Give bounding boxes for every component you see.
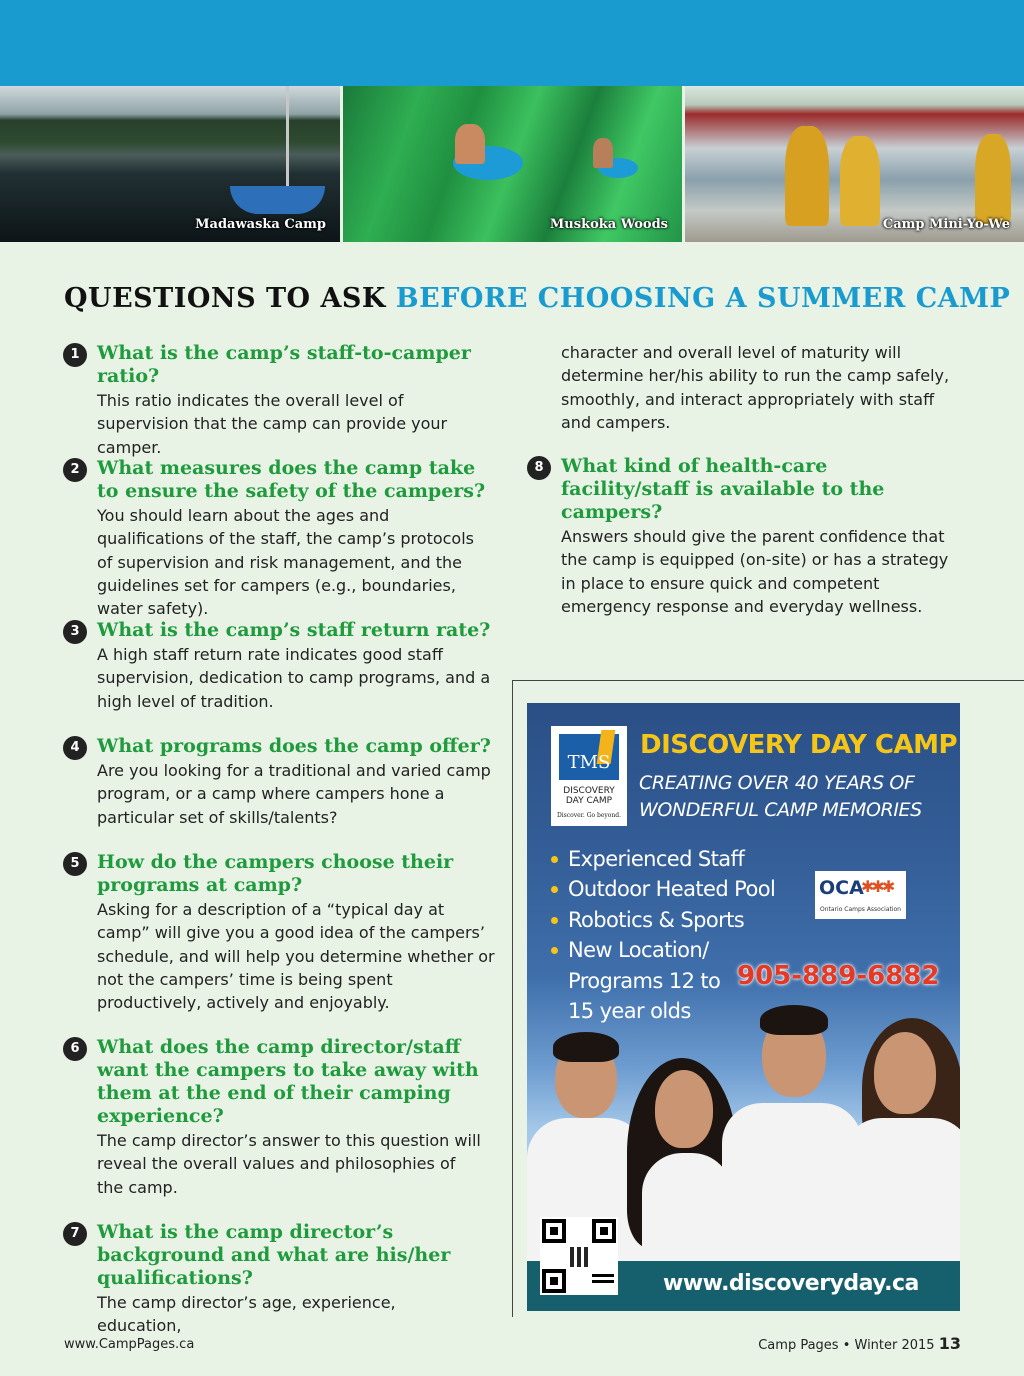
question-1 bbox=[70, 342, 497, 459]
question-7 bbox=[70, 1221, 482, 1338]
question-answer: Asking for a description of a “typical day at camp” will give you a good idea of the campers’ schedule, and will help you determine whether or not the campers’ time is being spent productively, actively and enjoyably. bbox=[97, 900, 495, 1013]
question-title: How do the campers choose their programs at camp? bbox=[97, 851, 454, 896]
question-number-badge: 3 bbox=[63, 620, 87, 644]
feature-item: New Location/ Programs 12 to 15 year olds bbox=[551, 935, 738, 1026]
logo-tagline: Discover. Go beyond. bbox=[556, 812, 622, 819]
question-title: What measures does the camp take to ensure the safety of the campers? bbox=[97, 457, 486, 502]
question-number-badge: 1 bbox=[63, 343, 87, 367]
question-title: What programs does the camp offer? bbox=[97, 735, 491, 757]
ad-title: DISCOVERY DAY CAMP bbox=[640, 730, 958, 760]
camper-figure bbox=[785, 126, 829, 226]
question-title: What kind of health-care facility/staff is available to the campers? bbox=[561, 455, 885, 523]
question-8 bbox=[534, 455, 956, 618]
page-title bbox=[64, 283, 1010, 314]
question-answer: This ratio indicates the overall level of supervision that the camp can provide your camper. bbox=[97, 391, 448, 457]
logo-tms-text: TMS bbox=[567, 752, 611, 773]
page-number: 13 bbox=[938, 1334, 961, 1353]
question-title: What does the camp director/staff want the campers to take away with them at the end of their camping experience? bbox=[97, 1036, 479, 1127]
question-number-badge: 2 bbox=[63, 458, 87, 482]
people-icon: ✱✱✱ bbox=[861, 877, 893, 896]
photo-caption: Camp Mini-Yo-We bbox=[882, 217, 1010, 232]
question-answer: You should learn about the ages and qualifications of the staff, the camp’s protocols of supervision and risk management, and the guidelines set for campers (e.g., boundaries, water safety). bbox=[97, 506, 474, 619]
ad-website-link[interactable]: www.discoveryday.ca bbox=[663, 1271, 919, 1296]
question-4 bbox=[70, 735, 497, 829]
ad-feature-list bbox=[551, 844, 775, 1026]
ad-phone-number[interactable]: 905-889-6882 bbox=[737, 961, 940, 991]
photo-caption: Madawaska Camp bbox=[195, 217, 326, 232]
photo-madawaska-camp bbox=[0, 86, 340, 242]
question-title: What is the camp director’s background and what are his/her qualifications? bbox=[97, 1221, 451, 1289]
oca-text: OCA bbox=[819, 877, 864, 899]
oca-logo bbox=[815, 871, 906, 919]
question-number-badge: 4 bbox=[63, 736, 87, 760]
title-part-1: QUESTIONS TO ASK bbox=[64, 283, 386, 314]
question-3 bbox=[70, 619, 497, 713]
camper-figure bbox=[840, 136, 880, 226]
feature-item: Experienced Staff bbox=[551, 844, 775, 874]
top-banner bbox=[0, 0, 1024, 86]
footer-issue: Camp Pages • Winter 2015 bbox=[758, 1338, 935, 1353]
question-5 bbox=[70, 851, 497, 1014]
rider-figure bbox=[593, 138, 613, 168]
question-number-badge: 6 bbox=[63, 1037, 87, 1061]
ad-subtitle: CREATING OVER 40 YEARS OF WONDERFUL CAMP MEMORIES bbox=[639, 772, 922, 821]
question-title: What is the camp’s staff-to-camper ratio? bbox=[97, 342, 471, 387]
question-answer: Are you looking for a traditional and varied camp program, or a camp where campers hone a particular set of skills/talents? bbox=[97, 761, 491, 827]
question-number-badge: 8 bbox=[527, 456, 551, 480]
photo-camp-mini-yo-we bbox=[685, 86, 1024, 242]
question-answer: A high staff return rate indicates good staff supervision, dedication to camp programs, and a high level of tradition. bbox=[97, 645, 491, 711]
question-number-badge: 7 bbox=[63, 1222, 87, 1246]
footer-publication bbox=[758, 1334, 961, 1353]
question-2 bbox=[70, 457, 492, 620]
feature-item: Outdoor Heated Pool bbox=[551, 874, 775, 904]
title-part-2: BEFORE CHOOSING A SUMMER CAMP bbox=[395, 283, 1011, 314]
question-7-continued: character and overall level of maturity will determine her/his ability to run the camp safely, smoothly, and interact appropriately with staff and campers. bbox=[561, 343, 950, 432]
discovery-day-camp-ad[interactable] bbox=[527, 703, 960, 1311]
rider-figure bbox=[455, 124, 485, 164]
question-answer: Answers should give the parent confidence that the camp is equipped (on-site) or has a strategy in place to ensure quick and competent emergency response and everyday wellness. bbox=[561, 527, 949, 616]
photo-muskoka-woods bbox=[343, 86, 682, 242]
question-title: What is the camp’s staff return rate? bbox=[97, 619, 491, 641]
feature-item: Robotics & Sports bbox=[551, 905, 775, 935]
sailboat-hull bbox=[230, 186, 325, 214]
question-answer: The camp director’s age, experience, education, bbox=[97, 1293, 396, 1336]
footer-website[interactable]: www.CampPages.ca bbox=[64, 1337, 195, 1352]
logo-name: DISCOVERY DAY CAMP bbox=[563, 786, 615, 806]
tms-logo bbox=[551, 726, 627, 826]
question-6 bbox=[70, 1036, 482, 1199]
question-number-badge: 5 bbox=[63, 852, 87, 876]
photo-caption: Muskoka Woods bbox=[549, 217, 668, 232]
camper-figure bbox=[975, 134, 1011, 224]
question-answer: The camp director’s answer to this question will reveal the overall values and philosophies of the camp. bbox=[97, 1131, 481, 1197]
sailboat-mast bbox=[286, 86, 289, 196]
qr-code-icon[interactable] bbox=[540, 1217, 618, 1295]
oca-subtitle: Ontario Camps Association bbox=[820, 906, 901, 913]
